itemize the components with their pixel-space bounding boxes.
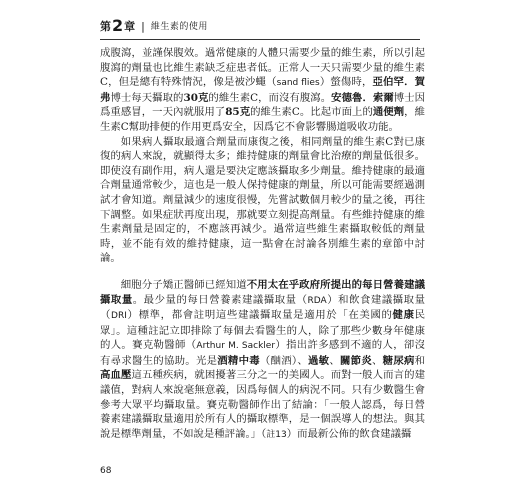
header-separator: | — [141, 20, 145, 33]
bold-name: 安德魯．索爾 — [331, 91, 394, 104]
text: 的維生素C，而沒有腹瀉。 — [208, 91, 332, 104]
chapter-title: 維生素的使用 — [150, 22, 208, 32]
bold-term: 酒精中毒 — [217, 354, 260, 367]
chapter-header — [100, 18, 208, 34]
chapter-prefix: 第 — [100, 20, 111, 33]
bold-term: 高血壓 — [100, 369, 132, 382]
text: 、 — [329, 354, 341, 367]
text: 博士因爲重感冒，一天內就服用了 — [100, 91, 426, 119]
text: ）螫傷時， — [319, 76, 373, 89]
bold-term: 不用太在乎政府所提出的每日營養建議攝取量 — [100, 278, 426, 306]
text: 民眾」。這種註記立即排除了每個去看醫生的人，除了那些少數身年健康的人。賽克勒醫師（ — [100, 309, 426, 352]
paragraph-3 — [100, 278, 425, 443]
text: 。最少量的每日營養素建議攝取量（ — [132, 293, 308, 306]
text: 和 — [414, 354, 426, 367]
text-latin: Arthur M. Sackler — [196, 341, 276, 352]
text-latin: DRI — [111, 311, 127, 322]
text: 、 — [372, 354, 383, 367]
bold-term: 糖尿病 — [382, 354, 415, 367]
bold-term: 過敏 — [308, 354, 330, 367]
text-latin: sand flies — [276, 78, 320, 89]
text: 如果病人攝取最適合劑量而康復之後，相同劑量的維生素C對已康復的病人來說，就顯得太多；維持健康的劑量會比治療的劑量低很多。即使沒有副作用，病人還是要決定應該攝取多少劑量。維持健康的最適合劑量通常較少，這也是一般人保持健康的劑量，所以可能需要經過測試才會知道。劑量減少的速度很慢，先嘗試數個月較少的量之後，再往下調整。如果症狀再度出現，那就要立刻提高劑量。有些維持健康的維生素劑量是固定的，不應該再減少。過常這些維生素攝取較低的劑量時，並不能有效的維持健康，這一點會在討論各別維生素的章節中討論。 — [100, 135, 425, 265]
text: 成腹瀉，並謹保腹效。過常健康的人體只需要少量的維生素，所以引起腹瀉的劑量也比維生素缺乏症患者低。正常人一天只需要少量的維生素C，但是總有特殊情況，像是被沙蠅（ — [100, 47, 425, 89]
text: ）而最新公佈的飲食建議攝 — [286, 427, 412, 440]
bold-amount: 85克 — [225, 106, 251, 119]
chapter-number: 2 — [112, 16, 124, 35]
text-latin: RDA — [307, 295, 327, 306]
text: ）標準，都會註明這些建議攝取量是適用於「在美國的 — [126, 309, 393, 322]
header-rule — [100, 39, 420, 40]
text: ，維生素C幫助排便的作用更爲安全，因爲它不會影響腸道吸收功能。 — [100, 106, 425, 133]
chapter-suffix: 章 — [124, 20, 136, 33]
bold-term: 關節炎 — [340, 354, 372, 367]
page-body — [100, 46, 425, 442]
text: 博士每天攝取的 — [110, 91, 184, 104]
bold-term: 健康 — [392, 309, 415, 322]
text: ）指出許多感到不適的人，卻沒有尋求醫生的協助。光是 — [100, 339, 426, 367]
paragraph-1 — [100, 46, 425, 135]
text: （酗酒）、 — [259, 354, 309, 367]
bold-name: 亞伯罕．賀弗 — [100, 76, 426, 104]
text: 的維生素C。比起市面上的 — [250, 106, 373, 119]
text: ）和飲食建議攝取量（ — [100, 293, 425, 322]
paragraph-2 — [100, 135, 425, 266]
text: 細胞分子矯正醫師已經知道 — [120, 278, 247, 291]
bold-term: 通便劑 — [372, 106, 405, 119]
page-number: 68 — [100, 466, 112, 476]
text: 這五種疾病，就困擾著三分之一的美國人。而對一般人而言的建議值，對病人來說毫無意義，因爲每個人的病況不同。只有少數醫生會參考大眾平均攝取量。賽克勒醫師作出了結論：「一般人認爲，每日營養素建議攝取量適用於所有人的攝取標準，是一個誤導人的想法。與其說是標準劑量，不如說是種評論。」（ — [100, 369, 426, 440]
bold-amount: 30克 — [183, 91, 209, 104]
footnote-ref: 註13 — [266, 429, 287, 440]
